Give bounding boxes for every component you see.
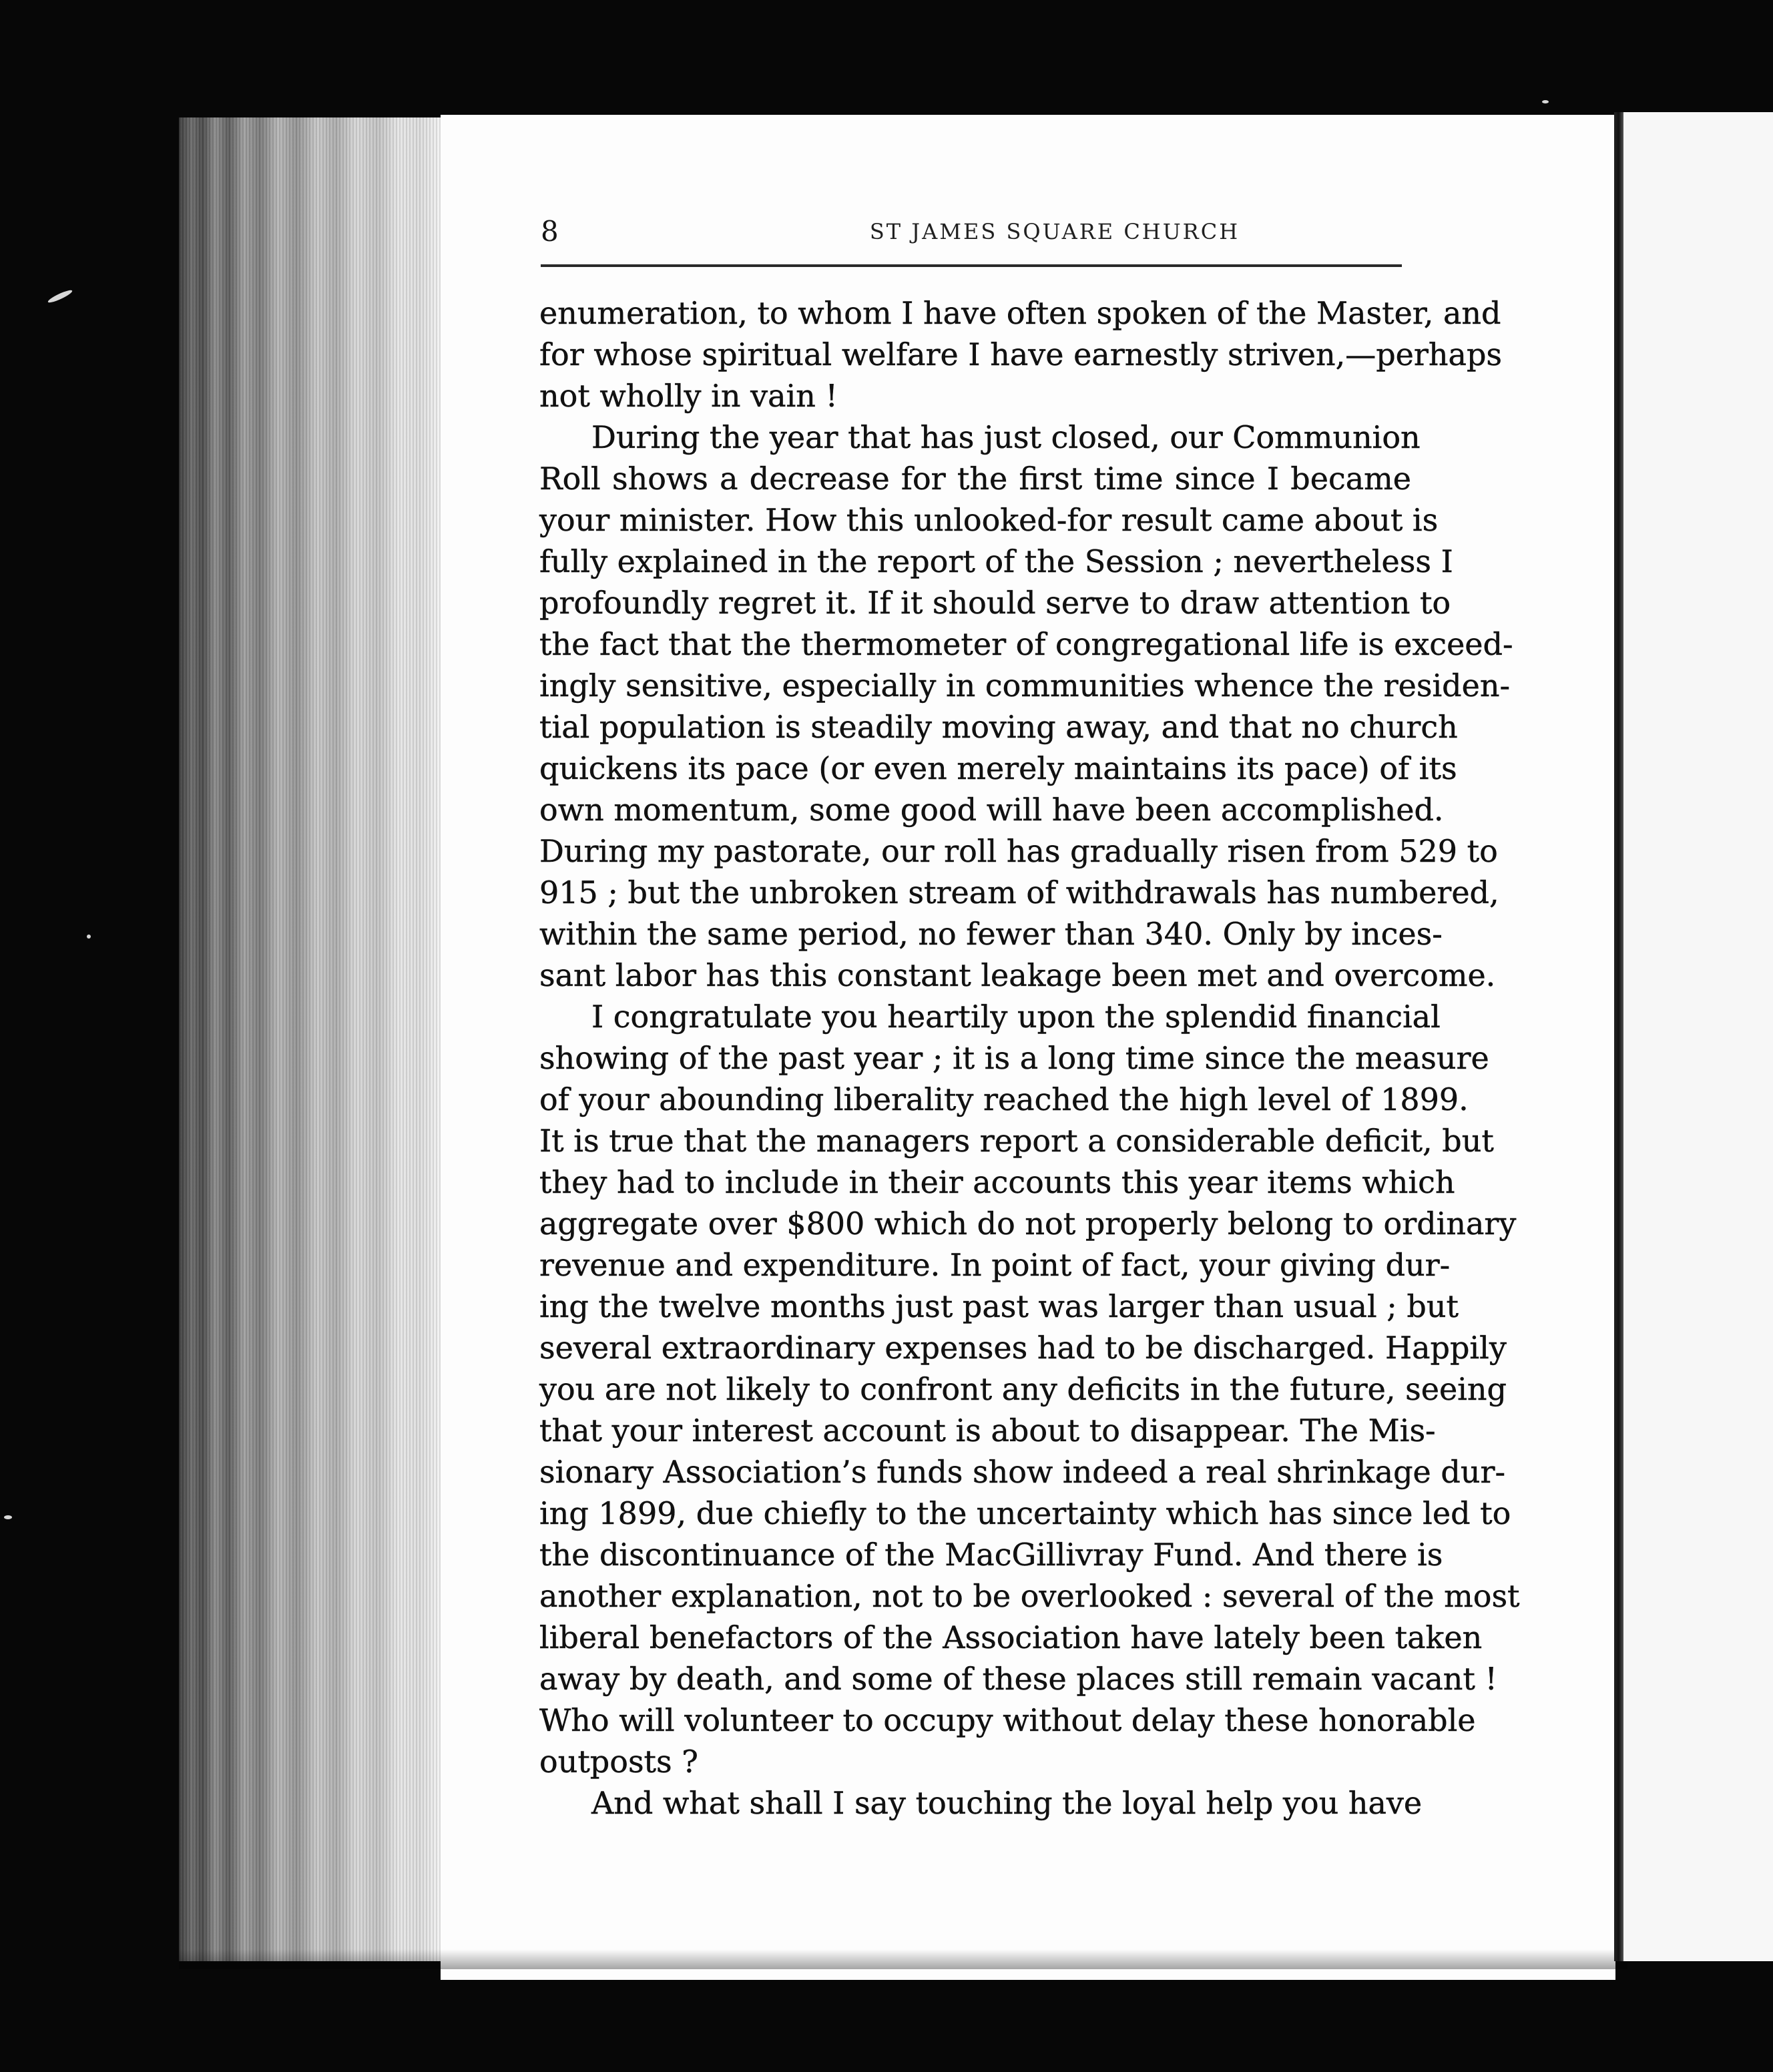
dust-speck — [4, 1515, 12, 1519]
text-line: ing the twelve months just past was larger than usual ; but — [539, 1288, 1459, 1324]
text-line: During my pastorate, our roll has gradually risen from 529 to — [539, 833, 1498, 869]
text-line: Who will volunteer to occupy without delay these honorable — [539, 1702, 1476, 1738]
text-line: tial population is steadily moving away, and that no church — [539, 709, 1458, 745]
text-line: another explanation, not to be overlooked : several of the most — [539, 1578, 1520, 1614]
dust-speck — [87, 935, 91, 939]
dust-speck — [47, 288, 73, 304]
text-line: fully explained in the report of the Session ; nevertheless I — [539, 543, 1453, 579]
text-line: I congratulate you heartily upon the splendid financial — [591, 999, 1441, 1035]
text-line: that your interest account is about to disappear. The Mis- — [539, 1412, 1436, 1449]
text-line: within the same period, no fewer than 340. Only by inces- — [539, 916, 1443, 952]
paragraph — [539, 417, 1513, 996]
text-line: your minister. How this unlooked-for result came about is — [539, 502, 1439, 538]
body-text — [539, 292, 1520, 1824]
text-line: own momentum, some good will have been accomplished. — [539, 792, 1444, 828]
text-line: away by death, and some of these places still remain vacant ! — [539, 1661, 1498, 1697]
text-line: ingly sensitive, especially in communities whence the residen- — [539, 668, 1511, 704]
text-line: sant labor has this constant leakage been met and overcome. — [539, 957, 1496, 993]
text-line: enumeration, to whom I have often spoken of the Master, and — [539, 295, 1501, 331]
text-line: outposts ? — [539, 1744, 698, 1780]
paragraph — [539, 292, 1502, 417]
text-line: several extraordinary expenses had to be discharged. Happily — [539, 1330, 1507, 1366]
text-line: for whose spiritual welfare I have earnestly striven,—perhaps — [539, 336, 1502, 372]
page-gutter-line — [1614, 112, 1623, 1961]
text-line: not wholly in vain ! — [539, 378, 838, 414]
text-line: Roll shows a decrease for the first time since I became — [539, 461, 1411, 497]
text-line: of your abounding liberality reached the high level of 1899. — [539, 1081, 1469, 1117]
header-rule — [541, 264, 1402, 267]
text-line: they had to include in their accounts this year items which — [539, 1164, 1455, 1200]
text-line: 915 ; but the unbroken stream of withdrawals has numbered, — [539, 874, 1499, 911]
running-head — [541, 212, 1409, 251]
facing-page-edge — [1615, 112, 1773, 1961]
paragraph — [539, 996, 1520, 1782]
text-line: liberal benefactors of the Association have lately been taken — [539, 1619, 1483, 1655]
text-line: It is true that the managers report a considerable deficit, but — [539, 1123, 1494, 1159]
stacked-page-edges — [179, 117, 441, 1961]
text-line: And what shall I say touching the loyal help you have — [591, 1785, 1423, 1821]
text-line: ing 1899, due chiefly to the uncertainty which has since led to — [539, 1495, 1511, 1531]
text-line: showing of the past year ; it is a long time since the measure — [539, 1040, 1489, 1076]
text-line: revenue and expenditure. In point of fact, your giving dur- — [539, 1247, 1451, 1283]
page-number: 8 — [541, 215, 559, 248]
text-line: the discontinuance of the MacGillivray Fund. And there is — [539, 1537, 1443, 1573]
text-line: quickens its pace (or even merely maintains its pace) of its — [539, 750, 1457, 786]
text-line: sionary Association’s funds show indeed a real shrinkage dur- — [539, 1454, 1506, 1490]
dust-speck — [1542, 100, 1549, 103]
text-line: During the year that has just closed, our Communion — [591, 419, 1421, 455]
text-line: you are not likely to confront any deficits in the future, seeing — [539, 1371, 1507, 1407]
paragraph — [539, 1782, 1423, 1824]
running-title: ST JAMES SQUARE CHURCH — [869, 219, 1240, 244]
page-bottom-shadow — [179, 1949, 1627, 1969]
text-line: the fact that the thermometer of congregational life is exceed- — [539, 626, 1513, 662]
text-line: aggregate over $800 which do not properly belong to ordinary — [539, 1206, 1517, 1242]
text-line: profoundly regret it. If it should serve to draw attention to — [539, 585, 1451, 621]
